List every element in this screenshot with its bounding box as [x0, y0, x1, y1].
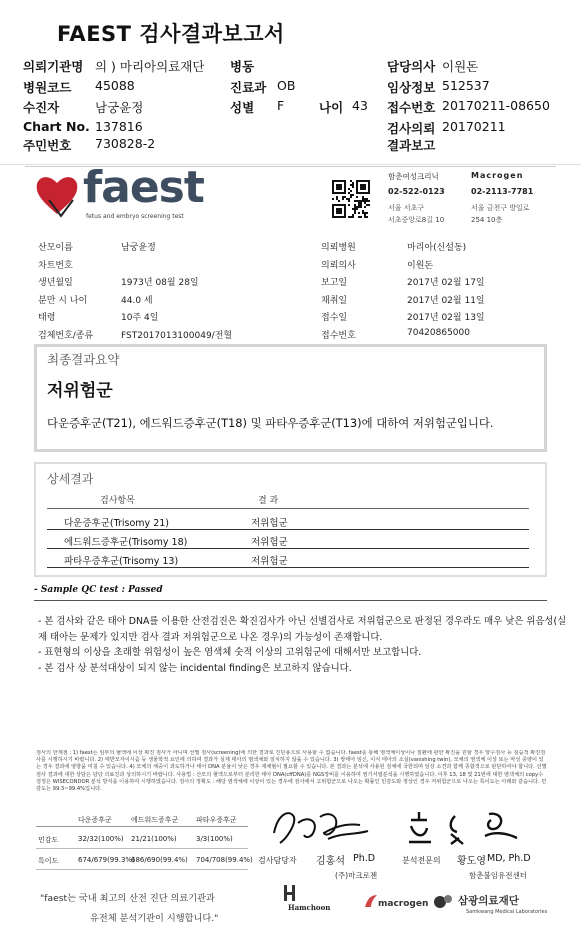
header-key: 나이	[319, 100, 344, 115]
info-key: 접수번호	[321, 331, 356, 341]
info-key: 생년월일	[38, 278, 73, 288]
summary-text: 다운증후군(T21), 에드워드증후군(T18) 및 파타우증후군(T13)에 대하여 저위험군입니다.	[47, 416, 494, 430]
header-key: 결과보고	[387, 138, 436, 153]
header-key: 임상정보	[387, 80, 436, 95]
partner-addr2: 254 10층	[471, 216, 503, 224]
header-value: 730828-2	[95, 136, 156, 151]
page-title: FAEST 검사결과보고서	[57, 22, 285, 46]
header-key: 진료과	[230, 80, 267, 95]
stats-cell: 21/21(100%)	[131, 835, 177, 843]
signer-role: 검사담당자	[258, 856, 297, 865]
fineprint-text: 경우에 검사에서 고위험군으로 나오는 확률인 민감도와 정상인 경우 저위험군으로 나오는 특이도는 아래와 같습니다. 민감도는 99.3~99.4%입니다.	[36, 778, 547, 793]
table-rule	[36, 826, 248, 827]
header-key: 주민번호	[23, 138, 72, 153]
logo-samkwang: 삼광의료재단	[458, 895, 519, 907]
info-value: 70420865000	[407, 328, 470, 338]
stats-header: 파타우증후군	[196, 816, 237, 824]
header-key: 병동	[230, 59, 255, 74]
info-key: 보고일	[321, 278, 348, 288]
header-key: Chart No.	[23, 119, 90, 134]
info-key: 의뢰의사	[321, 261, 356, 271]
info-key: 산모이름	[38, 243, 73, 253]
table-rule	[47, 508, 529, 509]
hamchoon-logo-icon	[282, 884, 298, 902]
partner-name: Macrogen	[471, 171, 524, 180]
header-value: 20170211	[442, 119, 506, 134]
table-cell-item: 파타우증후군(Trisomy 13)	[64, 556, 179, 567]
signer-degree: MD, Ph.D	[487, 853, 531, 864]
info-value: 마리아(신설동)	[407, 243, 467, 253]
info-key: 의뢰병원	[321, 243, 356, 253]
summary-label: 최종결과요약	[47, 352, 120, 367]
header-value: 43	[352, 98, 368, 113]
qr-code-icon	[332, 180, 370, 218]
stats-cell: 704/708(99.4%)	[196, 856, 253, 864]
header-value: 512537	[442, 78, 490, 93]
fineprint-text: 사용법 : 산모의 혈액으로부터 분리한 태아 DNA(cffDNA)를 NGS장비를 이용하여 염기서열분석을 시행하였습니다. 이후 13, 18 및 21번에 대한 염색체의 copy수 검정은 WISECONDOR 분석 방식을 이용하여 시행하였습니다. 검사의 정확도 : 해당 염색체에 이상이 있는	[36, 771, 544, 785]
detail-col-item: 검사항목	[100, 496, 135, 506]
stats-cell: 3/3(100%)	[196, 835, 233, 843]
summary-result: 저위험군	[47, 381, 113, 401]
table-cell-result: 저위험군	[251, 518, 288, 529]
header-key: 성별	[230, 100, 255, 115]
clinic-addr1: 서울 서초구	[388, 204, 425, 212]
table-rule	[47, 548, 529, 549]
header-key: 담당의사	[387, 59, 436, 74]
info-key: 채취일	[321, 296, 348, 306]
signer-role: 분석전문의	[402, 856, 441, 865]
stats-cell: 32/32(100%)	[78, 835, 124, 843]
table-cell-result: 저위험군	[251, 537, 288, 548]
signature-hwang	[405, 808, 525, 846]
info-value: 2017년 02월 13일	[407, 313, 485, 323]
heart-logo-icon	[33, 170, 81, 222]
detail-col-result: 결 과	[258, 496, 279, 506]
header-key: 접수번호	[387, 100, 436, 115]
stats-header: 에드워드증후군	[131, 816, 179, 824]
notes	[38, 614, 567, 676]
header-value: 이원돈	[442, 59, 479, 74]
signer-org: 함춘불임유전센터	[469, 871, 527, 880]
logo-tagline: fetus and embryo screening test	[86, 213, 184, 220]
table-rule	[36, 869, 248, 870]
info-key: 분만 시 나이	[38, 296, 88, 306]
info-value: FST2017013100049/전혈	[121, 331, 233, 341]
info-key: 태령	[38, 313, 56, 323]
logo-macrogen: macrogen	[378, 899, 429, 909]
info-key: 검체번호/종류	[38, 331, 94, 341]
info-value: 44.0 세	[121, 296, 153, 306]
info-value: 2017년 02월 17일	[407, 278, 485, 288]
logo-hamchoon: Hamchoon	[288, 903, 331, 912]
table-rule	[47, 567, 529, 568]
signer-name: 황도영	[457, 856, 486, 867]
signature-kim	[268, 803, 378, 847]
note-line: 제 태아는 문제가 있지만 검사 결과 저위험군으로 나온 경우)의 가능성이 존재합니다.	[38, 631, 383, 643]
info-value: 10주 4일	[121, 313, 159, 323]
header-value: OB	[277, 78, 296, 93]
header-value: 의 ) 마리아의료재단	[95, 59, 205, 74]
header-value: 137816	[95, 119, 143, 134]
header-key: 병원코드	[23, 80, 72, 95]
stats-row-label: 민감도	[38, 836, 59, 844]
partner-addr1: 서울 금천구 방일로	[471, 204, 530, 212]
info-value: 이원돈	[407, 261, 434, 271]
signer-name: 김홍석	[316, 856, 345, 867]
divider	[34, 600, 547, 601]
stats-cell: 674/679(99.3%)	[78, 856, 135, 864]
logo-samkwang-sub: Samkwang Medical Laboratories	[466, 909, 548, 915]
fineprint-text: 2) 태반모자이시즘 등 생물학적 요인에 의하여 결과가 실제 태아의 염색체와 일치하지 않을 수 있습니다. 3) 쌍태아 임신, 이식 태아의 소실(vanishing twin), 모체의 염색체 이상 또는 악성 종양이 있는 경우 결과에 영향을 미칠 수 있습니다.	[36, 757, 544, 771]
samkwang-logo-icon	[433, 893, 455, 909]
info-value: 2017년 02월 11일	[407, 296, 485, 306]
clinic-phone: 02-522-0123	[388, 187, 445, 196]
info-value: 남궁윤정	[121, 243, 156, 253]
footer-quote-1: "faest는 국내 최고의 산전 진단 의료기관과	[40, 893, 215, 904]
detail-label: 상세결과	[47, 472, 94, 486]
table-cell-result: 저위험군	[251, 556, 288, 567]
info-value: 1973년 08월 28일	[121, 278, 199, 288]
header-key: 검사의뢰	[387, 121, 436, 136]
header-value: 45088	[95, 78, 135, 93]
clinic-addr2: 서초중앙로8길 10	[388, 216, 445, 224]
header-value: F	[277, 98, 285, 113]
note-line: - 표현형의 이상을 초래할 위험성이 높은 염색체 숫적 이상의 고위험군에 대해서만 보고합니다.	[38, 647, 422, 658]
stats-cell: 686/690(99.4%)	[131, 856, 188, 864]
table-rule	[36, 848, 248, 849]
fineprint-text: 4) 모체의 체중이 과도하거나 태아 DNA 분율이 낮은 경우 재채혈이 필요할 수 있습니다. 본 결과는 분석에 사용된 검체에 국한되며 임상 소견과 함께 종합적으로 판단하여야 합니다. 선별검사 결과에 대한 상담은 담당 의료진과 상의하시기 바랍니다.	[36, 764, 547, 778]
stats-header: 다운증후군	[78, 816, 112, 824]
header-key: 의뢰기관명	[23, 59, 84, 74]
header-value: 20170211-08650	[442, 98, 550, 113]
clinic-name: 함춘여성크리닉	[388, 172, 439, 181]
fineprint	[36, 750, 548, 804]
faest-logo: faest	[83, 162, 204, 213]
header-value: 남궁윤정	[95, 100, 144, 115]
info-key: 접수일	[321, 313, 348, 323]
header-key: 수진자	[23, 100, 60, 115]
macrogen-logo-icon	[363, 893, 379, 909]
note-line: - 본 검사 상 분석대상이 되지 않는 incidental finding은 보고하지 않습니다.	[38, 662, 352, 674]
note-line: - 본 검사와 같은 태아 DNA를 이용한 산전검진은 확진검사가 아닌 선별검사로 저위험군으로 판정된 경우라도 매우 낮은 위음성(실	[38, 616, 567, 627]
table-rule	[47, 529, 529, 530]
table-cell-item: 다운증후군(Trisomy 21)	[64, 518, 169, 529]
footer-quote-2: 유전체 분석기관이 시행합니다."	[90, 913, 219, 924]
table-cell-item: 에드워드증후군(Trisomy 18)	[64, 537, 188, 548]
stats-row-label: 특이도	[38, 857, 59, 865]
fineprint-text: 검사의 한계점 : 1) faest는 임부의 혈액에 이상 확진 검사가 아니며 선별 검사(screening)에 의한 결과로 진단용으로 사용할 수 없습니다. faest를 통해 염색체이상이나 질환에 관한 확진을 원할 경우 양수검사 등 침습적 확진검사를 시행하시기 바랍니다.	[36, 750, 546, 764]
info-key: 차트번호	[38, 261, 73, 271]
partner-phone: 02-2113-7781	[471, 187, 534, 196]
qc-status: - Sample QC test : Passed	[34, 585, 163, 595]
signer-org: (주)마크로젠	[335, 871, 378, 880]
signer-degree: Ph.D	[353, 853, 376, 864]
